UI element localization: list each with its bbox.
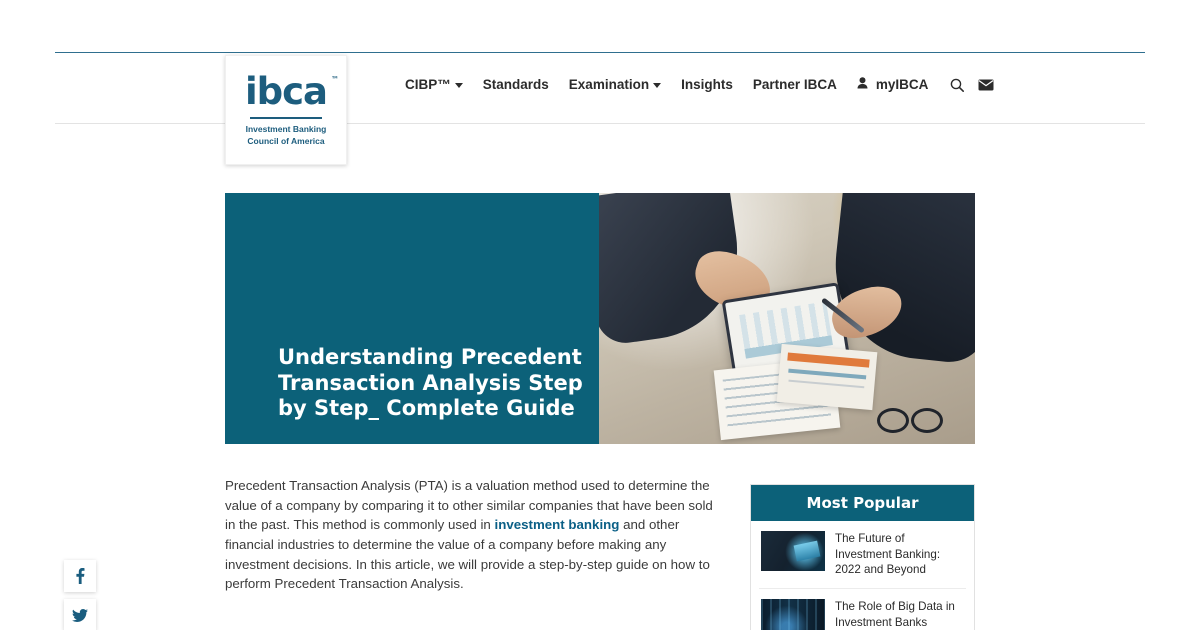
list-item[interactable] (759, 521, 966, 589)
nav-item-cibp-label: CIBP™ (405, 77, 451, 92)
article-thumbnail-icon (761, 599, 825, 630)
nav-item-partner-ibca-label: Partner IBCA (752, 77, 837, 92)
logo-subtitle-line2: Council of America (247, 135, 325, 146)
logo-subtitle-line1: Investment Banking (245, 124, 327, 135)
nav-item-cibp[interactable] (395, 77, 473, 92)
logo-trademark-icon: ™ (331, 75, 339, 85)
most-popular-heading: Most Popular (751, 485, 974, 521)
nav-item-examination[interactable] (559, 77, 671, 92)
hero-image (599, 193, 975, 444)
nav-item-myibca[interactable] (847, 77, 939, 92)
twitter-icon (72, 609, 88, 622)
user-icon (857, 77, 868, 92)
article-text-before-link: Precedent Transaction Analysis (PTA) is a valuation method used to determine the value of a company by comparing it to other similar companies that have been sold in the past. This method is commonly used in (225, 478, 713, 533)
nav-item-examination-label: Examination (568, 77, 650, 92)
nav-item-standards[interactable] (473, 77, 559, 92)
most-popular-list (751, 521, 974, 630)
photo-glasses (877, 406, 947, 430)
list-item-title: The Role of Big Data in Investment Banks (835, 599, 955, 629)
most-popular-widget (750, 484, 975, 630)
photo-report-right (777, 344, 878, 410)
main-navigation (395, 77, 994, 92)
chevron-down-icon (455, 83, 463, 88)
site-logo[interactable] (225, 55, 347, 165)
list-item[interactable] (759, 589, 966, 630)
article-thumbnail-icon (761, 531, 825, 571)
facebook-share-button[interactable] (64, 560, 96, 592)
search-icon[interactable] (950, 78, 964, 92)
hero-banner (225, 193, 975, 444)
envelope-icon[interactable] (978, 79, 994, 91)
nav-item-insights-label: Insights (681, 77, 733, 92)
logo-divider (250, 117, 322, 119)
page-title: Understanding Precedent Transaction Analysis Step by Step_ Complete Guide (278, 345, 583, 421)
nav-item-myibca-label: myIBCA (875, 77, 929, 92)
nav-item-insights[interactable] (671, 77, 743, 92)
nav-item-partner-ibca[interactable] (743, 77, 847, 92)
twitter-share-button[interactable] (64, 599, 96, 630)
article-text-after-link: and other financial industries to determine the value of a company before making any investment decisions. In this article, we will provide a step-by-step guide on how to perform Precedent Transaction Analysis. (225, 517, 710, 592)
investment-banking-link[interactable]: investment banking (494, 517, 620, 533)
hero-title-panel (225, 193, 599, 444)
facebook-icon (76, 568, 85, 584)
hero-photo (599, 193, 975, 444)
logo-wordmark: ibca ™ (244, 70, 339, 114)
header-icon-group (950, 78, 994, 92)
article-intro-paragraph (225, 476, 715, 594)
photo-person-right (826, 193, 975, 366)
chevron-down-icon (653, 83, 661, 88)
list-item-title: The Future of Investment Banking: 2022 and Beyond (835, 532, 941, 577)
nav-item-standards-label: Standards (482, 77, 549, 92)
social-share-rail (64, 560, 96, 630)
